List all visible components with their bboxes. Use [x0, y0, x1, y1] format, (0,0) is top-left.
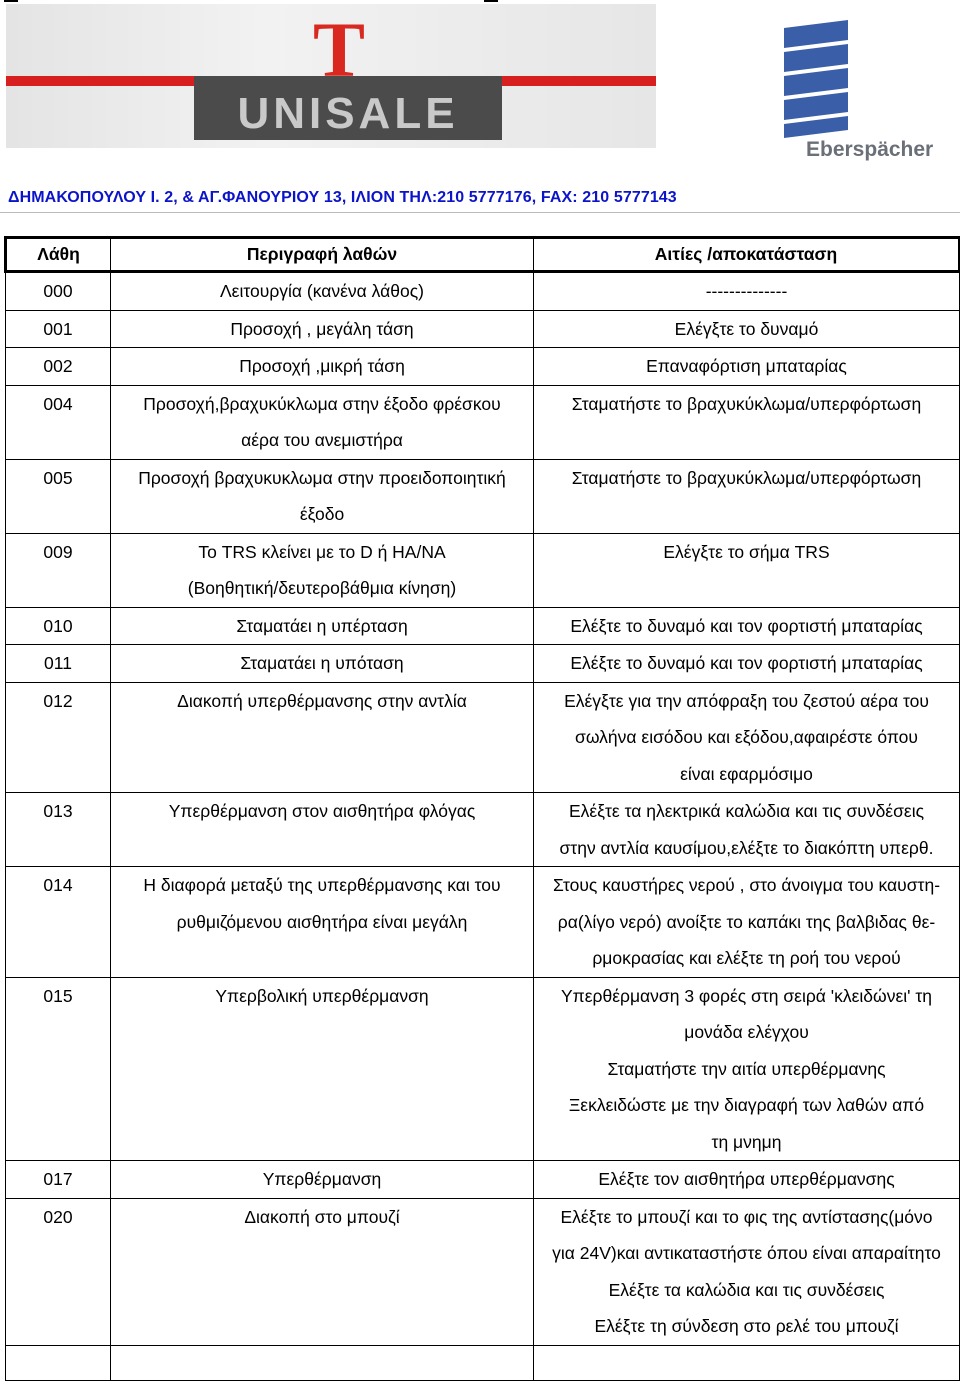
table-row: [6, 385, 960, 459]
fault-description: [111, 272, 534, 311]
table-row: [6, 682, 960, 793]
table-row: [6, 272, 960, 311]
fault-description-line: έξοδο: [299, 504, 345, 524]
fault-description: [111, 977, 534, 1161]
fault-description-line: Προσοχή ,μικρή τάση: [239, 356, 405, 376]
fault-description: [111, 348, 534, 386]
header-divider: [0, 212, 960, 213]
fault-cause: [534, 1198, 960, 1345]
fault-cause-line: Ελέξτε τα καλώδια και τις συνδέσεις: [608, 1279, 885, 1300]
fault-cause: [534, 793, 960, 867]
fault-code-text: 010: [43, 615, 73, 636]
fault-description-line: Προσοχή βραχυκυκλωμα στην προειδοποιητική: [138, 467, 506, 488]
empty-cell: [6, 1345, 111, 1380]
table-row: [6, 1198, 960, 1345]
fault-code-text: 004: [43, 393, 73, 414]
fault-cause-line: Στους καυστήρες νερού , στο άνοιγμα του καυστη-: [552, 875, 941, 895]
fault-cause: [534, 310, 960, 348]
fault-code-text: 013: [43, 801, 73, 821]
table-row: [6, 607, 960, 645]
fault-cause: [534, 1161, 960, 1199]
table-row: [6, 1161, 960, 1199]
fault-cause: [534, 348, 960, 386]
column-header-causes: Αιτίες /αποκατάσταση: [534, 238, 960, 272]
table-row: [6, 793, 960, 867]
fault-description-line: Το TRS κλείνει με το D ή HA/NA: [198, 541, 446, 562]
fault-cause: [534, 977, 960, 1161]
fault-cause-line: Ελέγξτε για την απόφραξη του ζεστού αέρα του: [564, 690, 929, 711]
unisale-logo-letter: T: [312, 6, 366, 93]
fault-description-line: Υπερθέρμανση: [262, 1169, 382, 1189]
fault-code: [6, 272, 111, 311]
fault-cause-line: Ξεκλειδώστε με την διαγραφή των λαθών από: [568, 1095, 925, 1115]
fault-description: [111, 682, 534, 793]
column-header-codes: Λάθη: [6, 238, 111, 272]
unisale-logo: [6, 4, 656, 148]
empty-cell: [111, 1345, 534, 1380]
fault-cause-line: Ελέγξτε το σήμα TRS: [663, 541, 830, 562]
fault-cause-line: Ελέξτε τα ηλεκτρικά καλώδια και τις συνδέσεις: [568, 801, 925, 821]
fault-description-line: Υπερβολική υπερθέρμανση: [215, 985, 429, 1006]
fault-code: [6, 1161, 111, 1199]
fault-cause-line: Ελέξτε το δυναμό και τον φορτιστή μπαταρίας: [570, 615, 923, 636]
fault-code: [6, 867, 111, 978]
fault-code: [6, 977, 111, 1161]
fault-code-text: 014: [43, 875, 73, 895]
fault-cause-line: Ελέξτε το μπουζί και το φις της αντίστασης(μόνο: [560, 1206, 933, 1227]
empty-cell: [534, 1345, 960, 1380]
fault-description-line: Σταματάει η υπόταση: [240, 653, 404, 673]
fault-code-text: 005: [43, 467, 73, 488]
fault-description-line: Λειτουργία (κανένα λάθος): [219, 281, 424, 301]
fault-description: [111, 867, 534, 978]
column-header-description: Περιγραφή λαθών: [111, 238, 534, 272]
fault-cause-line: Ελέξτε τον αισθητήρα υπερθέρμανσης: [598, 1169, 895, 1189]
fault-cause: [534, 607, 960, 645]
eberspacher-logo-text: Eberspächer: [806, 138, 934, 161]
fault-cause: [534, 385, 960, 459]
fault-description: [111, 645, 534, 683]
fault-cause-line: Ελέγξτε το δυναμό: [674, 318, 819, 339]
fault-cause-line: σωλήνα εισόδου και εξόδου,αφαιρέστε όπου: [575, 727, 918, 747]
fault-code: [6, 607, 111, 645]
fault-code-text: 017: [43, 1169, 73, 1189]
table-header-row: [6, 238, 960, 272]
fault-code: [6, 385, 111, 459]
eberspacher-logo: [776, 14, 952, 164]
fault-code-text: 009: [43, 541, 73, 562]
fault-cause-line: ρμοκρασίας και ελέξτε τη ροή του νερού: [592, 948, 901, 968]
fault-code-text: 002: [43, 356, 73, 376]
fault-description: [111, 793, 534, 867]
table-row: [6, 645, 960, 683]
fault-cause-line: για 24V)και αντικαταστήστε όπου είναι απαραίτητο: [552, 1243, 941, 1263]
fault-description: [111, 533, 534, 607]
fault-code-text: 020: [43, 1206, 73, 1227]
fault-description: [111, 385, 534, 459]
fault-code-text: 001: [43, 318, 73, 339]
table-row: [6, 977, 960, 1161]
fault-cause-line: --------------: [705, 281, 788, 301]
table-row: [6, 867, 960, 978]
fault-code-text: 000: [43, 281, 73, 301]
fault-code-table: [4, 236, 960, 1381]
fault-code: [6, 1198, 111, 1345]
fault-description-line: αέρα του ανεμιστήρα: [241, 430, 403, 450]
fault-code-text: 015: [43, 985, 73, 1006]
fault-code: [6, 682, 111, 793]
table-row: [6, 459, 960, 533]
fault-cause-line: Ελέξτε τη σύνδεση στο ρελέ του μπουζί: [594, 1316, 899, 1336]
fault-cause-line: Υπερθέρμανση 3 φορές στη σειρά 'κλειδώνει' τη: [560, 985, 933, 1006]
fault-description-line: Διακοπή υπερθέρμανσης στην αντλία: [177, 690, 467, 711]
fault-description-line: (Βοηθητική/δευτεροβάθμια κίνηση): [187, 578, 457, 598]
fault-description-line: Προσοχή,βραχυκύκλωμα στην έξοδο φρέσκου: [143, 393, 501, 414]
fault-cause-line: Σταματήστε το βραχυκύκλωμα/υπερφόρτωση: [571, 393, 922, 414]
fault-description-line: Η διαφορά μεταξύ της υπερθέρμανσης και του: [143, 875, 501, 895]
fault-cause: [534, 272, 960, 311]
fault-cause-line: Σταματήστε το βραχυκύκλωμα/υπερφόρτωση: [571, 467, 922, 488]
fault-code-text: 012: [43, 690, 73, 711]
fault-code: [6, 459, 111, 533]
fault-code: [6, 348, 111, 386]
fault-cause-line: Επαναφόρτιση μπαταρίας: [646, 356, 847, 376]
fault-code-text: 011: [44, 653, 72, 673]
table-row: [6, 348, 960, 386]
fault-cause-line: είναι εφαρμόσιμο: [680, 763, 813, 784]
company-address: ΔΗΜΑΚΟΠΟΥΛΟΥ Ι. 2, & ΑΓ.ΦΑΝΟΥΡΙΟΥ 13, ΙΛΙΟΝ ΤΗΛ:210 5777176, FAX: 210 5777143: [8, 189, 677, 206]
fault-cause-line: ρα(λίγο νερό) ανοίξτε το καπάκι της βαλβιδας θε-: [557, 911, 936, 932]
fault-description: [111, 1198, 534, 1345]
fault-description: [111, 310, 534, 348]
fault-description-line: Διακοπή στο μπουζί: [244, 1206, 400, 1227]
fault-cause: [534, 682, 960, 793]
fault-cause: [534, 645, 960, 683]
fault-description-line: Σταματάει η υπέρταση: [236, 615, 408, 636]
fault-cause-line: Σταματήστε την αιτία υπερθέρμανης: [607, 1058, 886, 1079]
fault-description: [111, 459, 534, 533]
unisale-logo-text: UNISALE: [237, 89, 459, 138]
fault-description: [111, 607, 534, 645]
empty-table-row: [6, 1345, 960, 1380]
fault-cause-line: μονάδα ελέγχου: [684, 1022, 809, 1042]
fault-code: [6, 645, 111, 683]
fault-cause-line: Ελέξτε το δυναμό και τον φορτιστή μπαταρίας: [570, 653, 923, 673]
table-row: [6, 533, 960, 607]
fault-description-line: Υπερθέρμανση στον αισθητήρα φλόγας: [168, 801, 476, 821]
fault-code: [6, 310, 111, 348]
fault-cause-line: στην αντλία καυσίμου,ελέξτε το διακόπτη υπερθ.: [559, 837, 934, 858]
fault-description: [111, 1161, 534, 1199]
fault-cause: [534, 867, 960, 978]
fault-rows: [6, 272, 960, 1381]
fault-cause: [534, 459, 960, 533]
fault-description-line: ρυθμιζόμενου αισθητήρα είναι μεγάλη: [176, 911, 468, 932]
fault-cause: [534, 533, 960, 607]
fault-cause-line: τη μνημη: [711, 1131, 782, 1152]
fault-description-line: Προσοχή , μεγάλη τάση: [230, 318, 414, 339]
fault-code: [6, 533, 111, 607]
table-row: [6, 310, 960, 348]
fault-code: [6, 793, 111, 867]
